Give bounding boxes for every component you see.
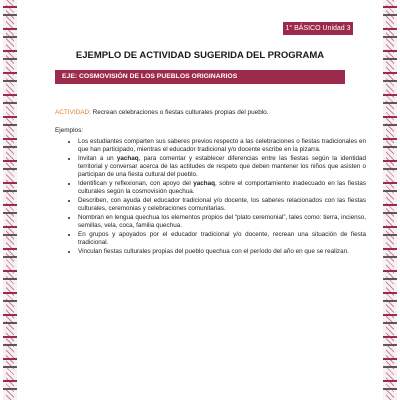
example-text: , para comentar y establecer diferencias entre las fiestas según la identidad territorial y conversar acerca de las actitudes de respeto que deben mantener los niños que asisten o participan de una fiesta cultural del pueblo. xyxy=(78,155,367,179)
example-item xyxy=(78,248,366,256)
examples-label: Ejemplos: xyxy=(55,127,84,134)
examples-list xyxy=(60,138,366,257)
example-text: , sobre el comportamiento inadecuado en las fiestas culturales según la cosmovisión quechua. xyxy=(78,180,366,196)
example-item xyxy=(78,214,366,230)
example-item xyxy=(78,231,366,247)
axis-heading: EJE: COSMOVISIÓN DE LOS PUEBLOS ORIGINARIOS xyxy=(55,70,345,84)
example-text: Nombran en lengua quechua los elementos propios del “plato ceremonial”, tales como: tierra, incienso, semillas, vela, coca, familia quechua. xyxy=(78,214,366,230)
example-text: Los estudiantes comparten sus saberes previos respecto a las celebraciones o fiestas tradicionales en que han participado, mientras el educador tradicional y/o docente escribe en la pizarra. xyxy=(78,138,366,154)
activity-label: ACTIVIDAD: xyxy=(55,109,91,116)
example-item xyxy=(78,180,366,196)
example-text: Invitan a un xyxy=(78,155,117,162)
example-item xyxy=(78,155,366,180)
example-text: Identifican y reflexionan, con apoyo del xyxy=(78,180,194,188)
example-term: yachaq xyxy=(116,155,139,162)
page-title: EJEMPLO DE ACTIVIDAD SUGERIDA DEL PROGRAMA xyxy=(75,50,325,61)
example-item xyxy=(78,138,366,154)
activity-statement xyxy=(55,109,345,116)
example-text: Describen, con ayuda del educador tradicional y/o docente, los saberes relacionados con las fiestas culturales, ceremonias y celebraciones comunitarias. xyxy=(78,197,366,213)
example-text: En grupos y apoyados por el educador tradicional y/o docente, recrean una situación de fiesta tradicional. xyxy=(78,231,366,247)
example-text: Vinculan fiestas culturales propias del pueblo quechua con el período del año en que se realizan. xyxy=(78,248,349,256)
example-term: yachaq xyxy=(193,180,215,188)
example-item xyxy=(78,197,366,213)
activity-text: Recrean celebraciones o fiestas culturales propias del pueblo. xyxy=(90,109,269,116)
unit-badge: 1° BÁSICO Unidad 3 xyxy=(283,22,353,35)
